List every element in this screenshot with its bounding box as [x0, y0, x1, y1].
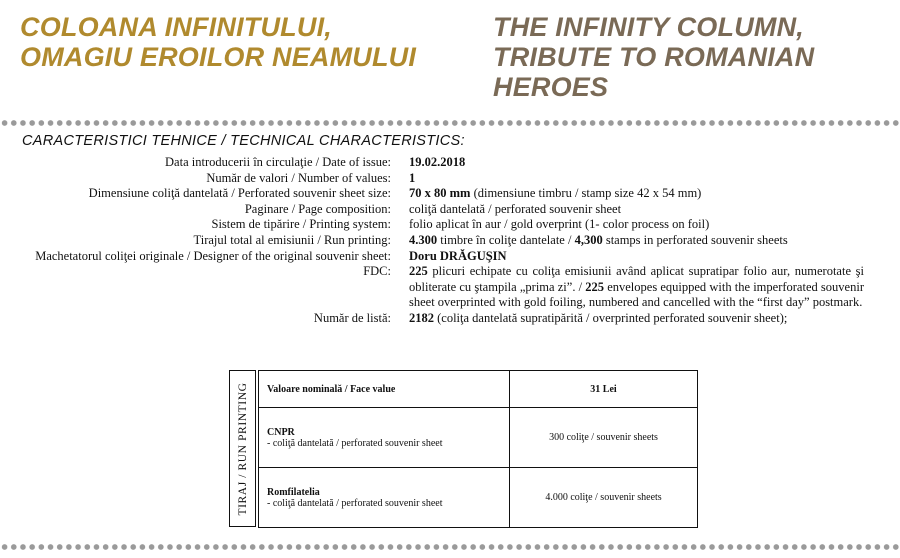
distributor-desc: - coliţă dantelată / perforated souvenir sheet	[267, 437, 443, 449]
distributor-name: Romfilatelia	[267, 486, 320, 498]
spec-label: Dimensiune coliţă dantelată / Perforated souvenir sheet size:	[88, 186, 391, 201]
spec-row-issue-date	[0, 155, 900, 171]
spec-value: Doru DRĂGUŞIN	[409, 248, 507, 263]
run-printing-grid	[258, 370, 698, 528]
spec-label: Data introducerii în circulaţie / Date of issue:	[165, 155, 391, 169]
spec-value: 19.02.2018	[409, 155, 466, 169]
spec-row-printing	[0, 217, 900, 233]
distributor-quantity: 4.000 coliţe / souvenir sheets	[510, 468, 698, 528]
spec-label: Machetatorul coliţei originale / Designer of the original souvenir sheet:	[35, 248, 391, 263]
distributor-quantity: 300 coliţe / souvenir sheets	[510, 408, 698, 468]
title-ro-line-2: OMAGIU EROILOR NEAMULUI	[20, 42, 417, 72]
spec-value: 2182	[409, 310, 434, 325]
spec-row-run-printing	[0, 233, 900, 249]
spec-row-num-values	[0, 171, 900, 187]
spec-value-note: (dimensiune timbru / stamp size 42 x 54 mm)	[470, 186, 702, 201]
face-value: 31 Lei	[510, 371, 698, 408]
run-count-ro: 4.300	[409, 232, 438, 247]
section-heading: CARACTERISTICI TEHNICE / TECHNICAL CHARACTERISTICS:	[22, 133, 465, 149]
spec-label: FDC:	[363, 264, 391, 279]
spec-value: folio aplicat în aur / gold overprint (1- color process on foil)	[409, 217, 710, 232]
spec-value: coliţă dantelată / perforated souvenir sheet	[409, 201, 622, 216]
distributor-name: CNPR	[267, 426, 295, 438]
title-ro-line-1: COLOANA INFINITULUI,	[20, 12, 332, 42]
dotted-divider-bottom	[0, 543, 900, 551]
title-en-line-2: TRIBUTE TO ROMANIAN	[493, 42, 815, 72]
face-value-label: Valoare nominală / Face value	[259, 371, 510, 408]
title-romanian	[20, 12, 416, 72]
spec-row-designer	[0, 249, 900, 265]
fdc-text-en: envelopes equipped with the imperforated souvenir sheet overprinted with gold foiling, numbered and cancelled with the “first day” postmark.	[409, 279, 864, 310]
spec-value-note: (coliţa dantelată supratipărită / overprinted perforated souvenir sheet);	[434, 310, 788, 325]
run-count-en: 4,300	[574, 232, 603, 247]
spec-label: Paginare / Page composition:	[244, 201, 391, 216]
run-printing-table	[229, 370, 698, 527]
table-side-label-box	[229, 370, 256, 527]
fdc-text-ro: plicuri echipate cu coliţa emisiunii având aplicat supratipar folio aur, numerotate şi obliterate cu ştampila „prima zi”. /	[409, 264, 864, 294]
spec-label: Număr de listă:	[313, 310, 391, 325]
run-text-ro: timbre în coliţe dantelate /	[437, 232, 575, 247]
spec-row-list-number	[0, 311, 900, 327]
spec-row-fdc	[0, 264, 900, 311]
spec-list	[0, 155, 900, 327]
table-row	[259, 468, 698, 528]
table-side-label: TIRAJ / RUN PRINTING	[236, 381, 249, 516]
distributor-desc: - coliţă dantelată / perforated souvenir sheet	[267, 497, 443, 509]
spec-label: Sistem de tipărire / Printing system:	[211, 217, 391, 232]
spec-value: 70 x 80 mm	[409, 186, 471, 201]
table-row-face-value	[259, 371, 698, 408]
title-en-line-1: THE INFINITY COLUMN,	[493, 12, 804, 42]
fdc-count-en: 225	[585, 279, 605, 294]
dotted-divider-top	[0, 119, 900, 127]
title-en-line-3: HEROES	[493, 72, 609, 102]
spec-row-composition	[0, 202, 900, 218]
spec-row-sheet-size	[0, 186, 900, 202]
table-row	[259, 408, 698, 468]
spec-label: Număr de valori / Number of values:	[206, 170, 391, 185]
spec-value: 1	[409, 170, 416, 185]
run-text-en: stamps in perforated souvenir sheets	[602, 232, 788, 247]
title-english	[493, 12, 814, 102]
fdc-count-ro: 225	[409, 264, 428, 279]
spec-label: Tirajul total al emisiunii / Run printing:	[193, 232, 391, 247]
